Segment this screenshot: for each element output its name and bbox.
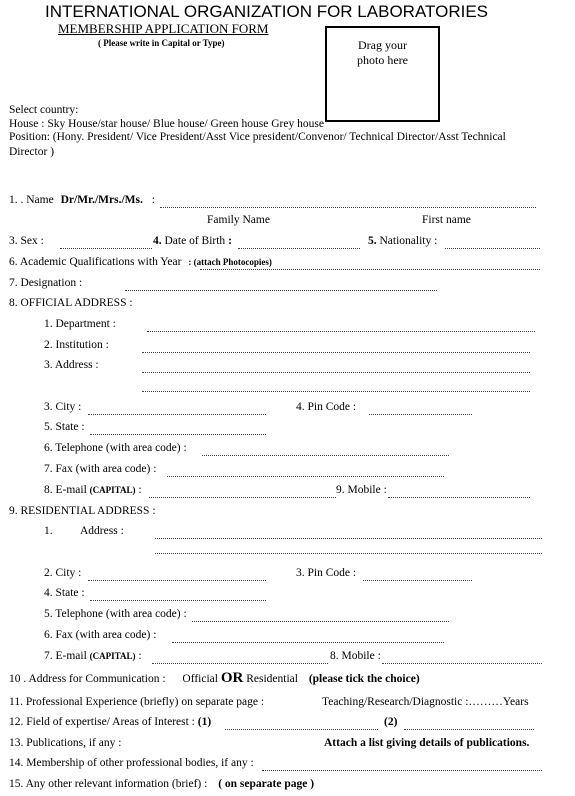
- sex-label: 3. Sex :: [9, 235, 44, 247]
- res-address-field-line-2[interactable]: [155, 553, 542, 554]
- mobile-label: 9. Mobile :: [336, 484, 387, 496]
- expertise-field-1[interactable]: [225, 729, 378, 730]
- res-city-field[interactable]: [88, 580, 266, 581]
- expertise-label: 12. Field of expertise/ Areas of Interest :: [9, 716, 198, 728]
- res-pin-field[interactable]: [363, 580, 472, 581]
- communication-residential-option[interactable]: Residential: [243, 673, 298, 685]
- mobile-field[interactable]: [388, 497, 530, 498]
- fax-field[interactable]: [167, 476, 444, 477]
- photo-drop-zone[interactable]: [325, 26, 440, 122]
- name-label: 1. . Name: [9, 194, 54, 206]
- res-fax-label: 6. Fax (with area code) :: [44, 629, 157, 641]
- other-info-label: 15. Any other relevant information (brief) :: [9, 778, 208, 790]
- communication-note: (please tick the choice): [308, 673, 420, 685]
- name-colon: :: [151, 194, 155, 206]
- res-state-label: 4. State :: [44, 587, 85, 599]
- academic-note: : (attach Photocopies): [188, 257, 272, 267]
- designation-label: 7. Designation :: [9, 277, 83, 289]
- position-options[interactable]: Position: (Hony. President/ Vice President/Asst Vice president/Convenor/ Technical Director/Asst Technical: [9, 131, 506, 143]
- address-field-line-2[interactable]: [142, 391, 530, 392]
- photo-drop-label-2: photo here: [357, 53, 408, 67]
- experience-label: 11. Professional Experience (briefly) on separate page :: [9, 696, 265, 708]
- dob-label: Date of Birth: [161, 235, 229, 247]
- designation-field[interactable]: [125, 290, 437, 291]
- form-title: INTERNATIONAL ORGANIZATION FOR LABORATORIES: [45, 2, 488, 21]
- res-email-label: 7. E-mail: [44, 650, 90, 662]
- res-telephone-label: 5. Telephone (with area code) :: [44, 608, 187, 620]
- res-address-field-line-1[interactable]: [155, 538, 542, 539]
- res-telephone-field[interactable]: [192, 621, 449, 622]
- communication-or: OR: [220, 670, 244, 686]
- res-state-field[interactable]: [90, 600, 266, 601]
- pin-field[interactable]: [369, 414, 472, 415]
- communication-row: [9, 670, 420, 687]
- communication-official-option[interactable]: Official: [182, 673, 221, 685]
- academic-field[interactable]: [200, 269, 540, 270]
- email-label-row: [44, 484, 142, 496]
- name-row: [9, 194, 155, 206]
- expertise-two-label: (2): [384, 716, 398, 728]
- email-colon: :: [135, 484, 142, 496]
- academic-label: 6. Academic Qualifications with Year: [9, 256, 182, 268]
- experience-years[interactable]: Teaching/Research/Diagnostic :………Years: [322, 696, 529, 708]
- res-address-label: Address :: [80, 525, 124, 537]
- dob-colon: :: [228, 235, 232, 247]
- res-mobile-field[interactable]: [382, 663, 542, 664]
- house-options[interactable]: House : Sky House/star house/ Blue house/ Green house Grey house: [9, 118, 324, 130]
- name-field[interactable]: [160, 207, 536, 208]
- dob-label-row: [153, 235, 232, 247]
- city-field[interactable]: [88, 414, 266, 415]
- department-label: 1. Department :: [44, 318, 116, 330]
- other-info-row: [9, 778, 314, 790]
- state-field[interactable]: [90, 434, 266, 435]
- address-label: 3. Address :: [44, 359, 99, 371]
- nationality-label-row: [368, 235, 437, 247]
- communication-label: 10 . Address for Communication :: [9, 673, 166, 685]
- institution-field[interactable]: [142, 352, 530, 353]
- email-field[interactable]: [149, 497, 336, 498]
- form-subtitle: MEMBERSHIP APPLICATION FORM: [58, 21, 269, 36]
- first-name-caption: First name: [422, 214, 471, 226]
- nationality-num: 5.: [368, 235, 377, 247]
- residential-address-heading: 9. RESIDENTIAL ADDRESS :: [9, 505, 156, 517]
- select-country-label[interactable]: Select country:: [9, 104, 79, 116]
- institution-label: 2. Institution :: [44, 339, 109, 351]
- family-name-caption: Family Name: [207, 214, 270, 226]
- dob-num: 4.: [153, 235, 162, 247]
- nationality-field[interactable]: [445, 248, 540, 249]
- city-label: 3. City :: [44, 401, 82, 413]
- other-info-note: ( on separate page ): [218, 778, 315, 790]
- address-field-line-1[interactable]: [142, 372, 530, 373]
- publications-label: 13. Publications, if any :: [9, 737, 122, 749]
- res-email-colon: :: [135, 650, 142, 662]
- nationality-label: Nationality :: [376, 235, 438, 247]
- expertise-one-label: (1): [197, 716, 212, 728]
- res-fax-field[interactable]: [172, 642, 444, 643]
- fax-label: 7. Fax (with area code) :: [44, 463, 157, 475]
- res-email-field[interactable]: [152, 663, 328, 664]
- res-email-label-row: [44, 650, 142, 662]
- res-city-label: 2. City :: [44, 567, 82, 579]
- sex-field[interactable]: [60, 248, 152, 249]
- form-note: ( Please write in Capital or Type): [98, 38, 225, 48]
- email-capital: (CAPITAL): [89, 485, 136, 495]
- pin-label: 4. Pin Code :: [296, 401, 357, 413]
- dob-field[interactable]: [238, 248, 360, 249]
- membership-field[interactable]: [262, 770, 542, 771]
- res-mobile-label: 8. Mobile :: [330, 650, 381, 662]
- name-titles: Dr/Mr./Mrs./Ms.: [60, 194, 143, 206]
- photo-drop-label-1: Drag your: [358, 38, 407, 52]
- res-email-capital: (CAPITAL): [89, 651, 136, 661]
- official-address-heading: 8. OFFICIAL ADDRESS :: [9, 297, 133, 309]
- res-pin-label: 3. Pin Code :: [296, 567, 357, 579]
- state-label: 5. State :: [44, 421, 85, 433]
- expertise-row: [9, 716, 211, 728]
- telephone-label: 6. Telephone (with area code) :: [44, 442, 187, 454]
- academic-row: [9, 256, 272, 268]
- email-label: 8. E-mail: [44, 484, 90, 496]
- position-options-cont: Director ): [9, 146, 55, 158]
- publications-note: Attach a list giving details of publications.: [324, 737, 530, 749]
- telephone-field[interactable]: [202, 455, 449, 456]
- res-address-num: 1.: [44, 525, 53, 537]
- expertise-field-2[interactable]: [404, 729, 534, 730]
- membership-label: 14. Membership of other professional bodies, if any :: [9, 757, 254, 769]
- department-field[interactable]: [147, 331, 535, 332]
